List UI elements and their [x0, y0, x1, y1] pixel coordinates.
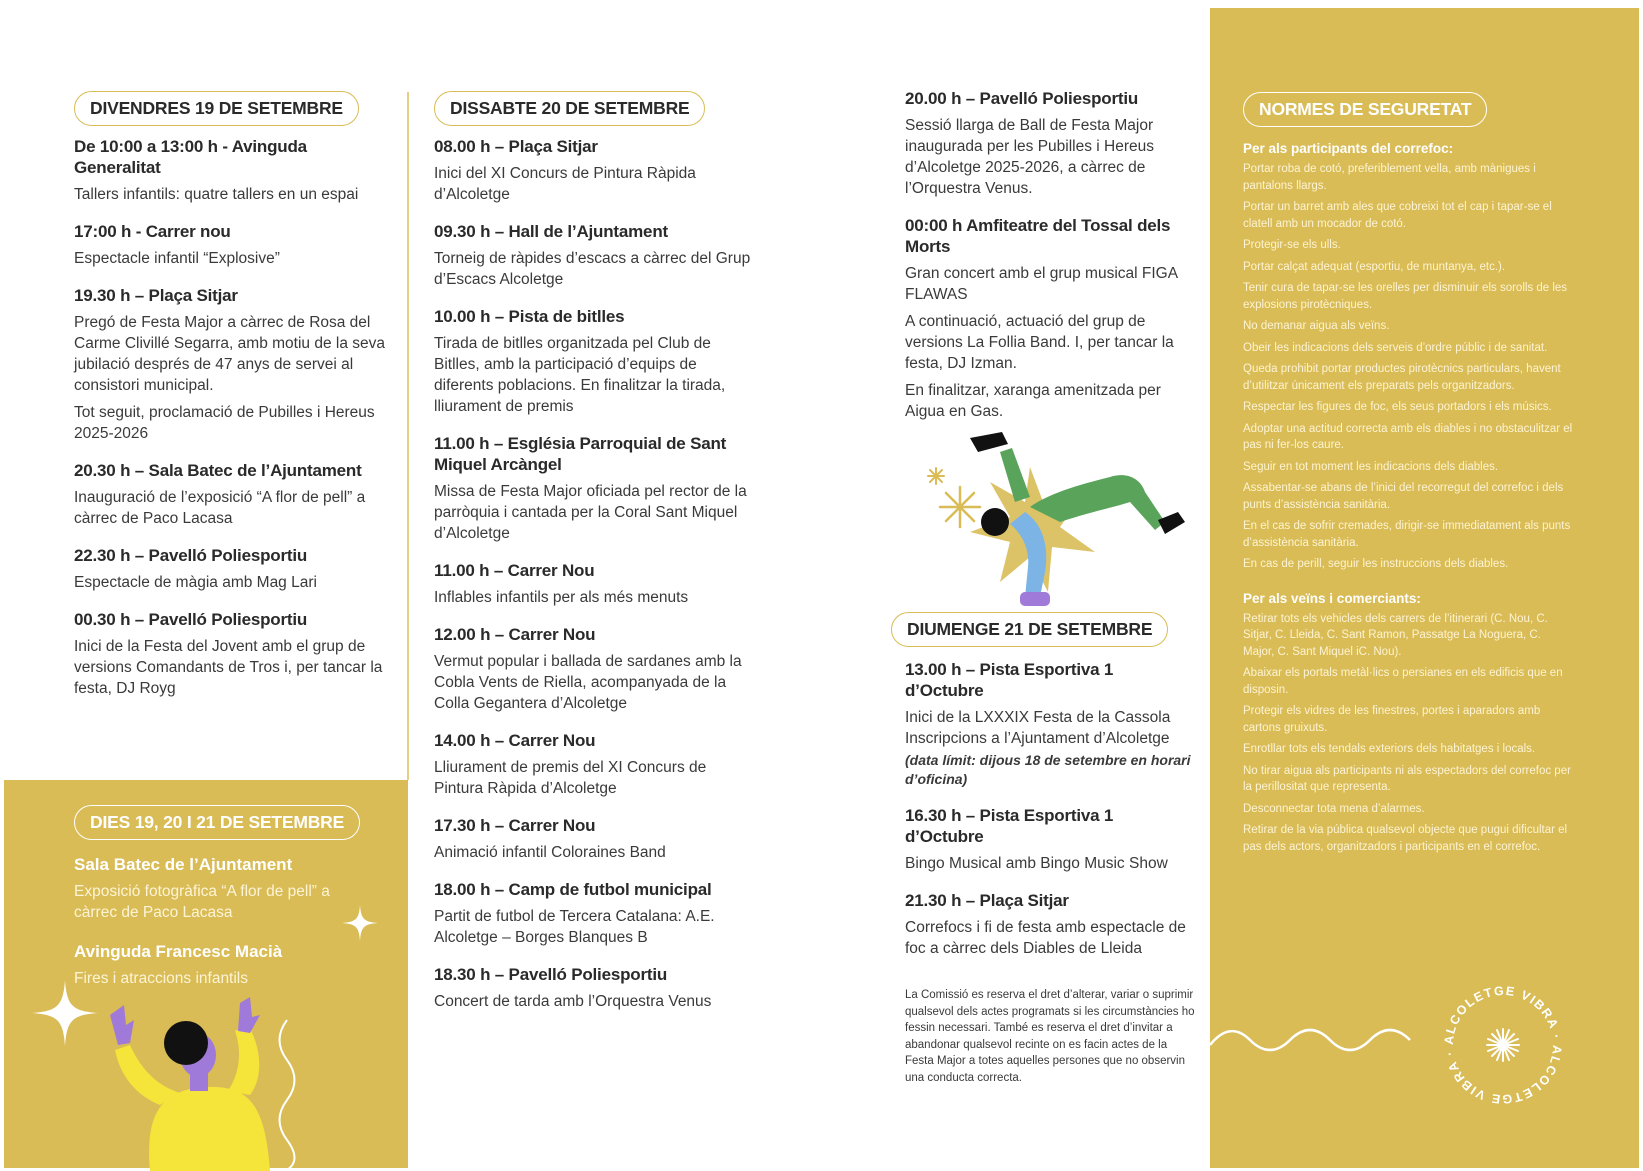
event-description: Espectacle de màgia amb Mag Lari: [74, 574, 317, 591]
event-description: Gran concert amb el grup musical FIGA FLAWAS: [905, 265, 1178, 303]
all-days-event-title: Avinguda Francesc Macià: [74, 942, 283, 961]
event-description: Inici de la Festa del Jovent amb el grup de versions Comandants de Tros i, per tancar la festa, DJ Royg: [74, 638, 383, 697]
event-title: 00:00 h Amfiteatre del Tossal dels Morts: [905, 216, 1171, 256]
event-item: [434, 560, 754, 608]
all-days-event-title: Sala Batec de l’Ajuntament: [74, 855, 293, 874]
event-title: De 10:00 a 13:00 h - Avinguda Generalitat: [74, 137, 307, 177]
event-title: 00.30 h – Pavelló Poliesportiu: [74, 610, 308, 629]
participants-subtitle: Per als participants del correfoc:: [1243, 141, 1454, 156]
event-title: 12.00 h – Carrer Nou: [434, 625, 596, 644]
safety-rule: En el cas de sofrir cremades, dirigir-se immediatament als punts d’assistència sanitària.: [1243, 520, 1571, 549]
safety-rule: Respectar les figures de foc, els seus portadors i els músics.: [1243, 401, 1552, 413]
event-description: En finalitzar, xaranga amenitzada per Aigua en Gas.: [905, 382, 1161, 420]
event-title: 17.30 h – Carrer Nou: [434, 816, 596, 835]
neighbours-rules-list: [1243, 611, 1573, 856]
event-title: 08.00 h – Plaça Sitjar: [434, 137, 598, 156]
saturday-continued-column: [905, 76, 1180, 422]
event-title: 09.30 h – Hall de l’Ajuntament: [434, 222, 668, 241]
event-item: [905, 215, 1180, 422]
event-item: [434, 730, 754, 799]
safety-rule: Portar roba de cotó, preferiblement vella, amb mànigues i pantalons llargs.: [1243, 163, 1536, 192]
safety-rule: Enrotllar tots els tendals exteriors dels habitatges i locals.: [1243, 743, 1536, 755]
badge-text: ALCOLETGE VIBRA · ALCOLETGE VIBRA ·: [1441, 983, 1565, 1107]
safety-rule: Portar calçat adequat (esportiu, de muntanya, etc.).: [1243, 260, 1506, 273]
event-title: 20.30 h – Sala Batec de l’Ajuntament: [74, 461, 362, 480]
event-item: [74, 285, 394, 444]
event-description: Lliurament de premis del XI Concurs de Pintura Ràpida d’Alcoletge: [434, 759, 707, 797]
all-days-heading: DIES 19, 20 I 21 DE SETEMBRE: [74, 805, 360, 840]
event-title: 18.30 h – Pavelló Poliesportiu: [434, 965, 668, 984]
event-title: 11.00 h – Carrer Nou: [434, 561, 595, 580]
event-item: [434, 624, 754, 714]
safety-rule: Desconnectar tota mena d’alarmes.: [1243, 802, 1425, 815]
safety-rule: No demanar aigua als veïns.: [1243, 320, 1390, 332]
all-days-column: [74, 805, 394, 989]
event-title: 22.30 h – Pavelló Poliesportiu: [74, 546, 308, 565]
event-item: [74, 460, 394, 529]
friday-events: [74, 136, 394, 699]
event-item: [74, 221, 394, 269]
sparkle-icon: [342, 905, 378, 941]
event-description: Tallers infantils: quatre tallers en un espai: [74, 186, 359, 203]
event-item: [434, 815, 754, 863]
event-description: Tirada de bitlles organitzada pel Club de Bitlles, amb la participació d’equips de diferents poblacions. En finalitzar la tirada, lliurament de premis: [434, 335, 726, 415]
event-title: 10.00 h – Pista de bitlles: [434, 307, 625, 326]
event-title: 18.00 h – Camp de futbol municipal: [434, 880, 712, 899]
all-days-event-desc: Exposició fotogràfica “A flor de pell” a càrrec de Paco Lacasa: [74, 883, 330, 921]
event-description: Inici del XI Concurs de Pintura Ràpida d’Alcoletge: [434, 165, 696, 203]
alcoletge-vibra-badge: [1438, 980, 1568, 1110]
event-item: [434, 306, 754, 417]
event-description: Sessió llarga de Ball de Festa Major inaugurada per les Pubilles i Hereus d’Alcoletge 2025-2026, a càrrec de l’Orquestra Venus.: [905, 117, 1155, 197]
event-item: [74, 136, 394, 205]
event-title: 17:00 h - Carrer nou: [74, 222, 231, 241]
safety-rule: Retirar tots els vehicles dels carrers de l’itinerari (C. Nou, C. Sitjar, C. Lleida, C. Sant Ramon, Passatge La Noguera, C. Major, C. Sant Miquel iC. Nou).: [1243, 612, 1548, 658]
event-item: [434, 221, 754, 290]
safety-rule: Assabentar-se abans de l’inici del recorregut del correfoc i dels punts d’assistència sanitària.: [1243, 482, 1564, 511]
event-title: 21.30 h – Plaça Sitjar: [905, 891, 1069, 910]
event-note: (data límit: dijous 18 de setembre en horari d’oficina): [905, 752, 1191, 787]
event-description: Vermut popular i ballada de sardanes amb la Cobla Vents de Riella, acompanyada de la Colla Gegantera d’Alcoletge: [434, 653, 742, 712]
event-description: Inauguració de l’exposició “A flor de pell” a càrrec de Paco Lacasa: [74, 489, 366, 527]
event-item: [905, 659, 1191, 789]
all-days-event-desc: Fires i atraccions infantils: [74, 970, 249, 987]
sunday-column: [891, 612, 1191, 959]
safety-rule: Adoptar una actitud correcta amb els diables i no obstaculitzar el pas ni fer-los caure.: [1243, 422, 1573, 451]
event-description: Concert de tarda amb l’Orquestra Venus: [434, 993, 712, 1010]
event-title: 20.00 h – Pavelló Poliesportiu: [905, 89, 1139, 108]
event-description: Correfocs i fi de festa amb espectacle de foc a càrrec dels Diables de Lleida: [905, 919, 1186, 957]
wave-decoration: [1210, 1010, 1430, 1070]
event-description: A continuació, actuació del grup de versions La Follia Band. I, per tancar la festa, DJ Izman.: [905, 313, 1174, 372]
safety-rule: Obeir les indicacions dels serveis d’ordre públic i de sanitat.: [1243, 341, 1548, 354]
saturday-events: [434, 136, 754, 1012]
sunday-heading: DIUMENGE 21 DE SETEMBRE: [891, 612, 1168, 647]
event-description: Espectacle infantil “Explosive”: [74, 250, 280, 267]
sunday-events: [891, 659, 1191, 959]
saturday-column: [434, 91, 754, 1012]
neighbours-subtitle: Per als veïns i comerciants:: [1243, 590, 1421, 606]
event-title: 16.30 h – Pista Esportiva 1 d’Octubre: [905, 806, 1114, 846]
event-title: 11.00 h – Església Parroquial de Sant Miquel Arcàngel: [434, 434, 727, 474]
event-item: [905, 890, 1191, 959]
celebrating-person-illustration: [90, 995, 320, 1171]
event-description: Inici de la LXXXIX Festa de la Cassola Inscripcions a l’Ajuntament d’Alcoletge: [905, 709, 1171, 747]
sparkle-icon: [32, 980, 98, 1046]
event-description: Bingo Musical amb Bingo Music Show: [905, 855, 1168, 872]
safety-rule: Tenir cura de tapar-se les orelles per disminuir els sorolls de les explosions pirotècniques.: [1243, 282, 1568, 311]
event-title: 19.30 h – Plaça Sitjar: [74, 286, 238, 305]
safety-heading: NORMES DE SEGURETAT: [1243, 92, 1487, 127]
all-days-event-2: [74, 941, 394, 989]
safety-rule: Portar un barret amb ales que cobreixi tot el cap i tapar-se el clatell amb un mocador de cotó.: [1243, 201, 1552, 230]
participants-rules-list: [1243, 161, 1573, 573]
event-item: [434, 964, 754, 1012]
safety-rule: No tirar aigua als participants ni als espectadors del correfoc per la perillositat que representa.: [1243, 764, 1571, 793]
saturday-continued-events: [905, 88, 1180, 422]
event-item: [905, 88, 1180, 199]
friday-column: [74, 91, 394, 699]
safety-rule: Protegir-se els ulls.: [1243, 239, 1341, 251]
friday-heading: DIVENDRES 19 DE SETEMBRE: [74, 91, 359, 126]
event-title: 13.00 h – Pista Esportiva 1 d’Octubre: [905, 660, 1114, 700]
safety-rules: [1243, 92, 1573, 855]
event-item: [74, 609, 394, 699]
event-item: [434, 433, 754, 544]
starburst-icon: [1487, 1029, 1519, 1061]
event-description: Torneig de ràpides d’escacs a càrrec del Grup d’Escacs Alcoletge: [434, 250, 751, 288]
event-description: Pregó de Festa Major a càrrec de Rosa del Carme Clivillé Segarra, amb motiu de la seva jubilació després de 47 anys de servei al consistori municipal.: [74, 314, 385, 394]
event-item: [434, 879, 754, 948]
safety-rule: Seguir en tot moment les indicacions dels diables.: [1243, 460, 1499, 473]
disclaimer-text: La Comissió es reserva el dret d’alterar, variar o suprimir qualsevol dels actes programats si les circumstàncies ho fessin necessari. També es reserva el dret d’invitar a abandonar qualsevol recinte on es facin actes de la Festa Major a totes aquelles persones que no observin una conducta correcta.: [905, 989, 1195, 1084]
column-divider: [407, 92, 409, 780]
event-description: Animació infantil Coloraines Band: [434, 844, 666, 861]
event-title: 14.00 h – Carrer Nou: [434, 731, 596, 750]
safety-rule: Retirar de la via pública qualsevol objecte que pugui dificultar el pas dels actors, organitzadors i participants en el correfoc.: [1243, 824, 1568, 853]
safety-rule: En cas de perill, seguir les instruccions dels diables.: [1243, 558, 1509, 570]
safety-rule: Abaixar els portals metàl·lics o persianes en els edificis que en disposin.: [1243, 667, 1563, 696]
safety-rule: Protegir els vidres de les finestres, portes i aparadors amb cartons gruixuts.: [1243, 705, 1541, 734]
safety-rule: Queda prohibit portar productes pirotècnics particulars, havent d’utilitzar únicament els preparats pels organitzadors.: [1243, 363, 1561, 392]
breakdancer-illustration: [930, 432, 1210, 612]
event-description: Partit de futbol de Tercera Catalana: A.E. Alcoletge – Borges Blanques B: [434, 908, 715, 946]
event-item: [434, 136, 754, 205]
event-description: Missa de Festa Major oficiada pel rector de la parròquia i cantada per la Coral Sant Miquel d’Alcoletge: [434, 483, 747, 542]
saturday-heading: DISSABTE 20 DE SETEMBRE: [434, 91, 705, 126]
event-description: Tot seguit, proclamació de Pubilles i Hereus 2025-2026: [74, 404, 375, 442]
event-description: Inflables infantils per als més menuts: [434, 589, 689, 606]
event-item: [74, 545, 394, 593]
event-item: [905, 805, 1191, 874]
